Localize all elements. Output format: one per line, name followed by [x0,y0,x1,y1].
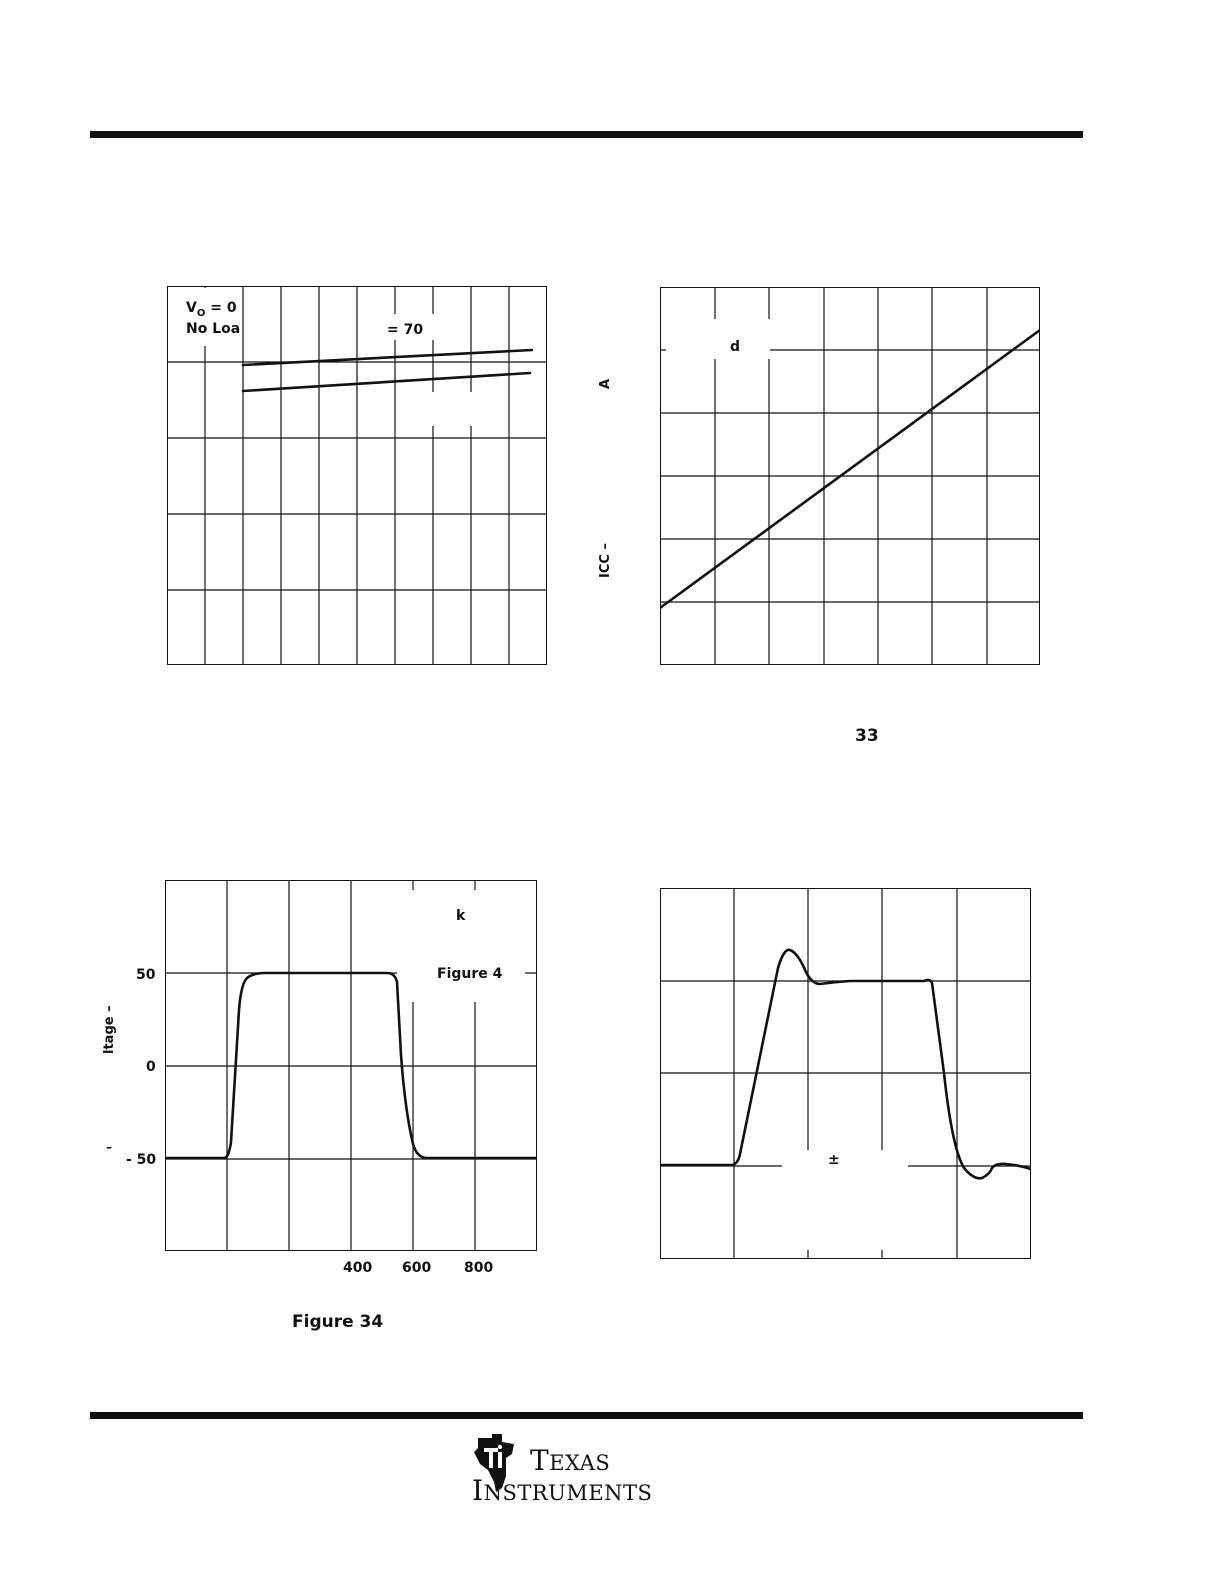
x-tick-400: 400 [343,1260,373,1276]
logo-word-instruments: INSTRUMENTS [472,1474,653,1507]
annotation-no-load: No Loa [186,321,241,337]
y-axis-label-voltage: ltage – [102,1005,117,1054]
series-line-icc [660,330,1040,608]
y-axis-label-a: A [598,378,613,389]
figure-caption-33: 33 [855,726,879,746]
annotation-k: k [456,908,466,924]
annotation-figure-4: Figure 4 [437,966,503,982]
annotation-vo: $V_O = 0$ [186,300,237,319]
annotation-d: d [730,339,741,355]
series-line-1 [243,350,532,365]
y-tick-minus-50: - 50 [126,1152,157,1168]
annotation-plus-minus: ± [828,1152,840,1168]
chart-lower-right [660,888,1031,1259]
top-rule [90,131,1083,138]
texas-instruments-logo [470,1430,690,1510]
figure-caption-34: Figure 34 [292,1312,384,1332]
series-step-response [660,950,1031,1178]
chart-upper-right [660,287,1040,665]
chart-lower-left [165,880,537,1251]
annotation-70: = 70 [387,322,424,338]
y-axis-dash: – [106,1140,112,1154]
y-axis-label-icc: ICC – [598,543,613,578]
bottom-rule [90,1412,1083,1419]
chart-upper-left [167,286,547,665]
series-line-2 [243,373,530,391]
x-tick-600: 600 [402,1260,432,1276]
y-tick-0: 0 [146,1059,156,1075]
y-tick-50: 50 [136,967,156,983]
x-tick-800: 800 [464,1260,494,1276]
logo-word-texas: TEXAS [530,1444,611,1477]
